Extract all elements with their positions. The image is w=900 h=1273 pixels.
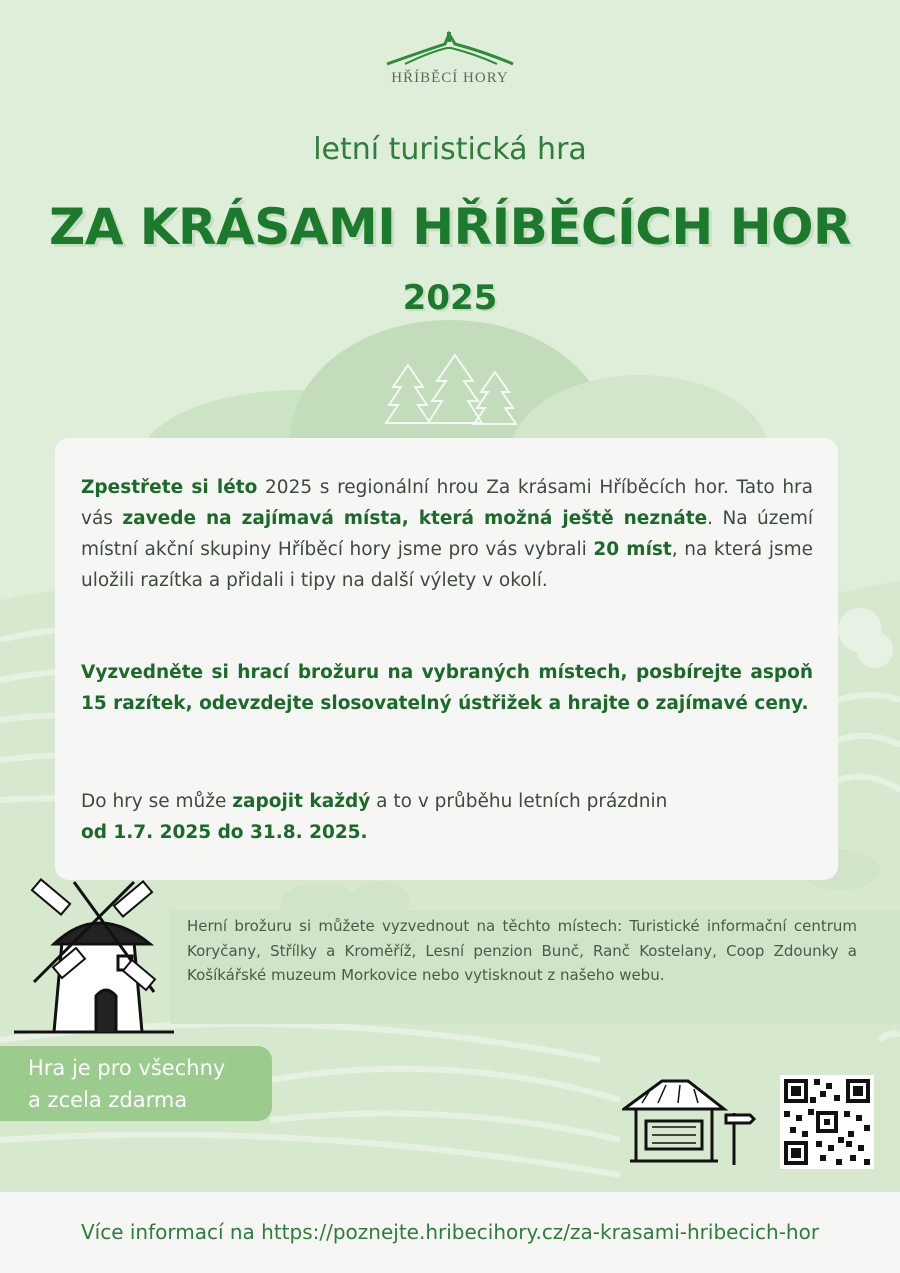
- footer: [0, 1192, 900, 1273]
- free-line-2: a zcela zdarma: [28, 1088, 188, 1112]
- instructions-paragraph: Vyzvedněte si hrací brožuru na vybraných místech, posbírejte aspoň 15 razítek, odevzdejte slosovatelný ústřižek a hrajte o zajímavé ceny.: [81, 662, 813, 714]
- windmill-icon: [14, 872, 174, 1037]
- free-badge: [0, 1046, 272, 1121]
- footer-link[interactable]: Více informací na https://poznejte.hribecihory.cz/za-krasami-hribecich-hor: [80, 1220, 820, 1244]
- dates-paragraph: Do hry se může zapojit každý a to v průběhu letních prázdnin od 1.7. 2025 do 31.8. 2025.: [81, 791, 668, 843]
- date-range: od 1.7. 2025 do 31.8. 2025.: [81, 822, 368, 843]
- free-line-1: Hra je pro všechny: [28, 1056, 226, 1080]
- page-subtitle: letní turistická hra: [313, 132, 587, 167]
- gazebo-icon: [622, 1075, 757, 1170]
- logo: [370, 30, 530, 87]
- info-card: [55, 438, 838, 880]
- pickup-text: Herní brožuru si můžete vyzvednout na těchto místech: Turistické informační centrum Koryčany, Střílky a Kroměříž, Lesní penzion Bunč, Ranč Kostelany, Coop Zdounky a Košíkářské muzeum Morkovice nebo vytisknout z našeho webu.: [187, 917, 857, 984]
- page-year: 2025: [402, 278, 498, 318]
- page-title: ZA KRÁSAMI HŘÍBĚCÍCH HOR: [48, 198, 852, 256]
- hill-logo-icon: [385, 30, 515, 68]
- pickup-locations: [170, 910, 900, 1024]
- logo-text: HŘÍBĚCÍ HORY: [391, 70, 509, 86]
- qr-code[interactable]: [780, 1075, 874, 1169]
- intro-paragraph: Zpestřete si léto 2025 s regionální hrou Za krásami Hříběcích hor. Tato hra vás zavede na zajímavá místa, která možná ještě neznáte. Na území místní akční skupiny Hříběcí hory jsme pro vás vybrali 20 míst, na která jsme uložili razítka a přidali i tipy na další výlety v okolí.: [81, 477, 814, 591]
